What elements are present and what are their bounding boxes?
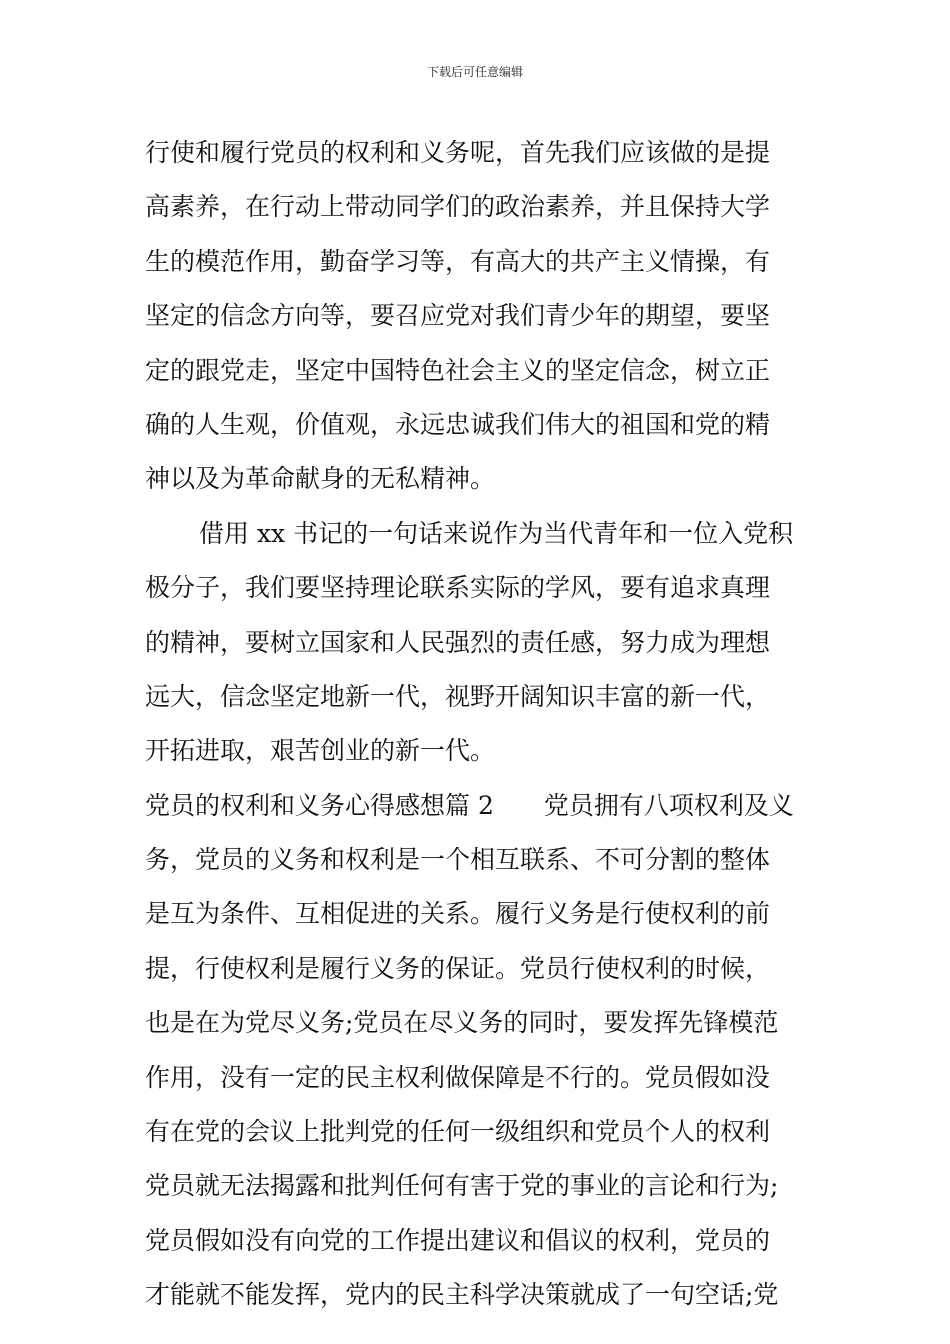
text-line: 党员假如没有向党的工作提出建议和倡议的权利，党员的 bbox=[145, 1225, 771, 1255]
text-line: 党员就无法揭露和批判任何有害于党的事业的言论和行为; bbox=[145, 1171, 779, 1201]
text-line: 开拓进取，艰苦创业的新一代。 bbox=[145, 736, 496, 766]
text-line: 才能就不能发挥，党内的民主科学决策就成了一句空话;党 bbox=[145, 1280, 779, 1310]
text-line: 定的跟党走，坚定中国特色社会主义的坚定信念，树立正 bbox=[145, 355, 771, 385]
text-line: 神以及为革命献身的无私精神。 bbox=[145, 464, 496, 494]
text-line: 行使和履行党员的权利和义务呢，首先我们应该做的是提 bbox=[145, 138, 771, 167]
text-line: 借用 xx 书记的一句话来说作为当代青年和一位入党积 bbox=[199, 518, 794, 548]
page-header: 下载后可任意编辑 bbox=[426, 65, 523, 79]
text-line: 有在党的会议上批判党的任何一级组织和党员个人的权利 bbox=[145, 1117, 771, 1147]
text-line: 坚定的信念方向等，要召应党对我们青少年的期望，要坚 bbox=[145, 301, 771, 331]
text-line: 提，行使权利是履行义务的保证。党员行使权利的时候， bbox=[145, 953, 771, 983]
paragraph-2 bbox=[145, 507, 811, 779]
text-line: 生的模范作用，勤奋学习等，有高大的共产主义情操，有 bbox=[145, 246, 771, 276]
section-title-line: 党员的权利和义务心得感想篇 2 党员拥有八项权利及义 bbox=[145, 790, 794, 820]
paragraph-3 bbox=[145, 779, 811, 1323]
text-line: 高素养，在行动上带动同学们的政治素养，并且保持大学 bbox=[145, 192, 771, 222]
text-line: 作用，没有一定的民主权利做保障是不行的。党员假如没 bbox=[145, 1062, 771, 1092]
text-line: 也是在为党尽义务;党员在尽义务的同时，要发挥先锋模范 bbox=[145, 1008, 779, 1038]
paragraph-1 bbox=[145, 126, 811, 507]
text-line: 远大，信念坚定地新一代，视野开阔知识丰富的新一代， bbox=[145, 681, 771, 711]
text-line: 务，党员的义务和权利是一个相互联系、不可分割的整体 bbox=[145, 845, 771, 875]
text-line: 的精神，要树立国家和人民强烈的责任感，努力成为理想 bbox=[145, 627, 771, 657]
text-line: 确的人生观，价值观，永远忠诚我们伟大的祖国和党的精 bbox=[145, 409, 771, 439]
text-line: 是互为条件、互相促进的关系。履行义务是行使权利的前 bbox=[145, 899, 771, 929]
text-line: 极分子，我们要坚持理论联系实际的学风，要有追求真理 bbox=[145, 573, 771, 603]
document-body bbox=[145, 126, 811, 1323]
